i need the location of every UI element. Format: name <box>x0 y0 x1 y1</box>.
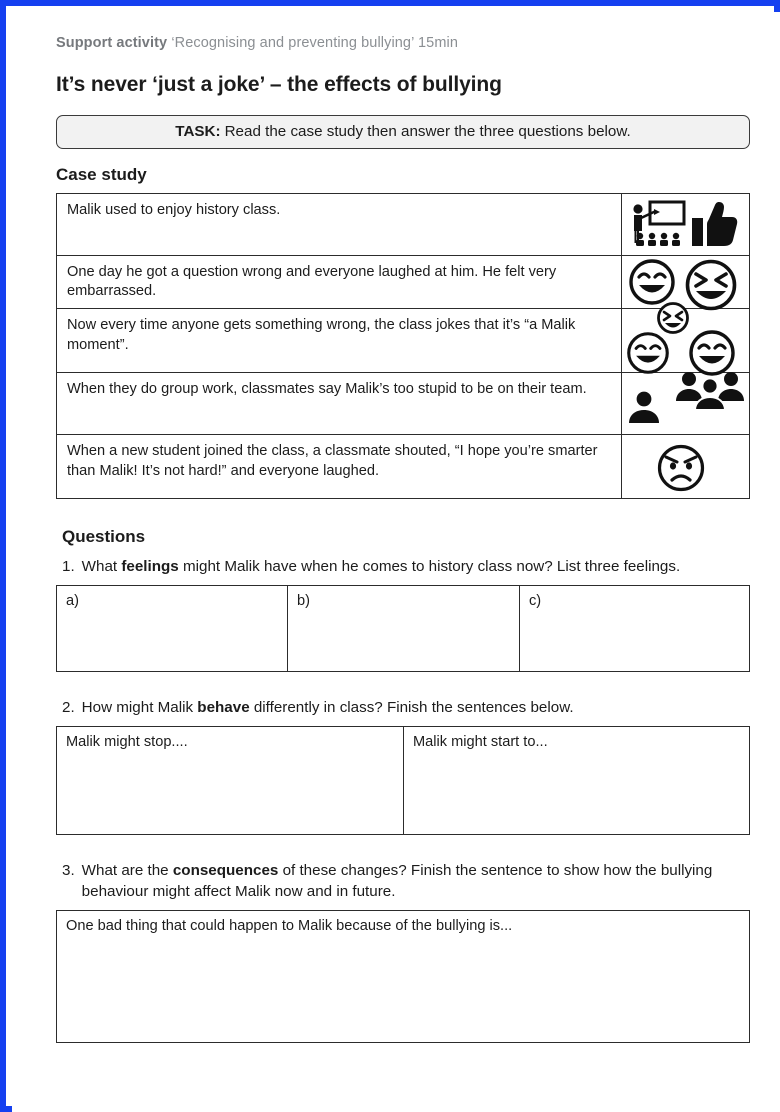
case-row-icons <box>622 193 750 255</box>
task-instruction-box <box>56 115 750 149</box>
questions-heading: Questions <box>62 527 146 547</box>
answer-cell-consequence[interactable]: One bad thing that could happen to Malik because of the bullying is... <box>57 911 750 1043</box>
task-text: Read the case study then answer the three questions below. <box>224 123 631 141</box>
q3-part-0: What are the <box>81 862 173 880</box>
question-block-2 <box>62 698 756 835</box>
question-3-number: 3. <box>62 862 75 880</box>
question-3-answer-table[interactable] <box>56 910 750 1043</box>
question-1-answer-table[interactable] <box>56 585 750 672</box>
table-row <box>57 373 750 435</box>
laughing-face-icon <box>628 258 676 306</box>
question-block-3 <box>62 861 756 1043</box>
question-3-text <box>62 861 756 903</box>
thumbs-up-icon <box>692 202 740 248</box>
group-of-people-icon <box>674 369 746 415</box>
case-study-heading: Case study <box>56 164 147 184</box>
case-row-text: Malik used to enjoy history class. <box>57 193 622 255</box>
answer-cell-b[interactable]: b) <box>288 586 520 672</box>
activity-eyebrow <box>56 34 756 53</box>
table-row <box>57 727 750 835</box>
q1-part-2: might Malik have when he comes to history class now? List three feelings. <box>178 558 681 576</box>
answer-cell-start[interactable]: Malik might start to... <box>404 727 750 835</box>
question-2-number: 2. <box>62 699 75 717</box>
question-1-text <box>62 557 756 578</box>
question-3-body <box>82 861 756 903</box>
squinting-laughing-face-icon <box>684 258 738 312</box>
sad-angry-face-icon <box>656 443 706 493</box>
single-person-icon <box>626 389 662 425</box>
q2-part-0: How might Malik <box>81 699 198 717</box>
case-row-text: One day he got a question wrong and everyone laughed at him. He felt very embarrassed. <box>57 255 622 309</box>
table-row <box>57 309 750 373</box>
case-row-icons <box>622 373 750 435</box>
eyebrow-lead: Support activity <box>56 35 168 51</box>
teacher-classroom-icon <box>628 200 686 250</box>
small-squinting-laughing-face-icon <box>656 301 690 335</box>
case-study-table <box>56 193 750 500</box>
case-row-text: When a new student joined the class, a classmate shouted, “I hope you’re smarter than Malik! It’s not hard!” and everyone laughed. <box>57 435 622 499</box>
question-block-1 <box>62 557 756 672</box>
question-1-number: 1. <box>62 558 75 576</box>
eyebrow-rest: ‘Recognising and preventing bullying’ 15min <box>171 35 459 51</box>
question-2-answer-table[interactable] <box>56 726 750 835</box>
q3-part-2: of these changes? Finish the sentence to show how the bullying behaviour might affect Malik now and in future. <box>81 862 713 901</box>
q2-part-2: differently in class? Finish the sentences below. <box>249 699 574 717</box>
task-label: TASK: <box>175 123 221 141</box>
table-row <box>57 435 750 499</box>
laughing-face-icon <box>626 331 670 375</box>
case-row-text: When they do group work, classmates say Malik’s too stupid to be on their team. <box>57 373 622 435</box>
answer-cell-c[interactable]: c) <box>520 586 750 672</box>
answer-cell-stop[interactable]: Malik might stop.... <box>57 727 404 835</box>
table-row <box>57 911 750 1043</box>
q3-part-1: consequences <box>172 862 279 880</box>
table-row <box>57 193 750 255</box>
question-2-body <box>82 698 756 719</box>
table-row <box>57 586 750 672</box>
page-title: It’s never ‘just a joke’ – the effects of bullying <box>56 72 502 96</box>
q2-part-1: behave <box>197 699 250 717</box>
table-row <box>57 255 750 309</box>
answer-cell-a[interactable]: a) <box>57 586 288 672</box>
question-2-text <box>62 698 756 719</box>
case-row-text: Now every time anyone gets something wrong, the class jokes that it’s “a Malik moment”. <box>57 309 622 373</box>
case-row-icons <box>622 309 750 373</box>
question-1-body <box>82 557 756 578</box>
worksheet-sheet <box>12 12 780 1112</box>
q1-part-0: What <box>81 558 122 576</box>
q1-part-1: feelings <box>121 558 179 576</box>
case-row-icons <box>622 435 750 499</box>
